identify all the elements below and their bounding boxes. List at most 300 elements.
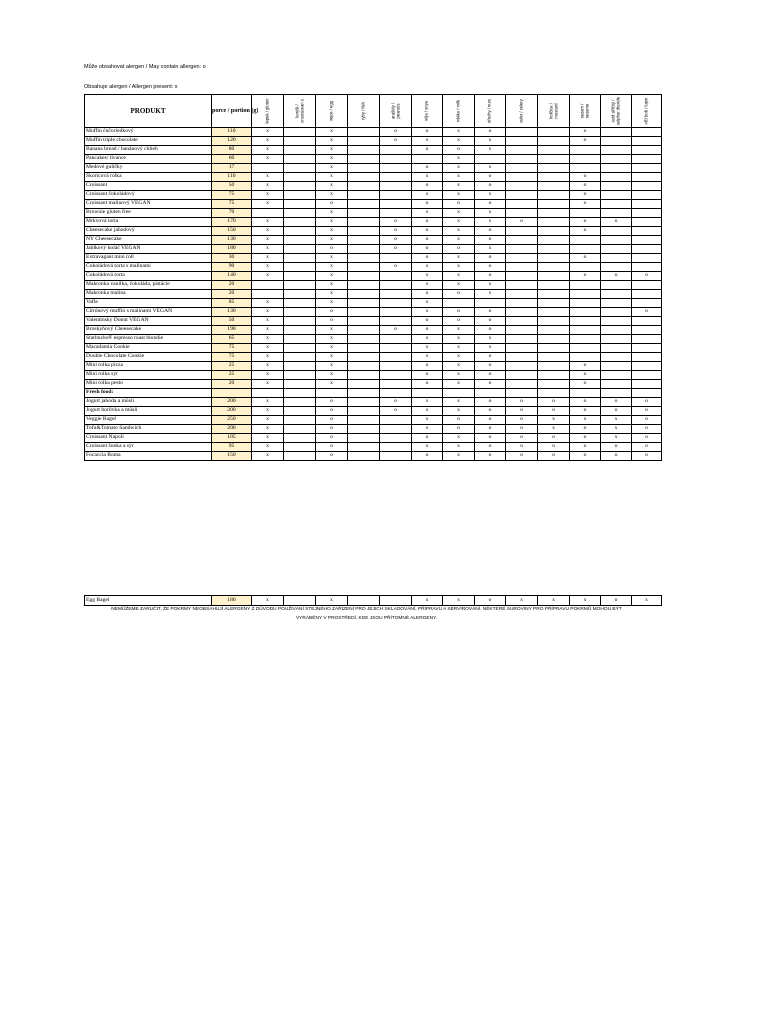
allergen-mark <box>632 191 662 200</box>
allergen-mark: x <box>252 263 284 272</box>
allergen-mark <box>284 182 316 191</box>
allergen-mark <box>538 380 570 389</box>
allergen-mark: x <box>412 308 443 317</box>
allergen-mark: x <box>443 173 475 182</box>
allergen-mark: o <box>443 245 475 254</box>
allergen-mark <box>632 317 662 326</box>
allergen-mark: x <box>443 218 475 227</box>
allergen-mark <box>601 344 632 353</box>
allergen-mark: o <box>412 380 443 389</box>
allergen-mark <box>380 371 412 380</box>
allergen-mark: x <box>443 137 475 146</box>
allergen-mark <box>601 182 632 191</box>
allergen-mark: x <box>475 281 506 290</box>
product-name: Broskyňový Cheesecake <box>85 326 212 335</box>
allergen-mark: x <box>252 596 284 606</box>
allergen-mark: o <box>506 398 538 407</box>
allergen-mark <box>538 299 570 308</box>
allergen-mark <box>348 317 380 326</box>
allergen-mark: o <box>601 272 632 281</box>
allergen-mark: x <box>252 326 284 335</box>
allergen-mark: x <box>252 299 284 308</box>
allergen-mark <box>601 245 632 254</box>
allergen-mark: x <box>443 155 475 164</box>
allergen-mark: x <box>443 263 475 272</box>
allergen-mark: x <box>316 362 348 371</box>
allergen-mark <box>380 452 412 461</box>
allergen-mark: o <box>380 227 412 236</box>
allergen-mark <box>348 191 380 200</box>
portion-cell: 65 <box>212 335 252 344</box>
portion-cell: 85 <box>212 299 252 308</box>
table-row <box>85 344 662 353</box>
allergen-mark: x <box>475 344 506 353</box>
allergen-mark <box>632 299 662 308</box>
allergen-mark: o <box>443 425 475 434</box>
product-name: Jogurt borůvka a müsli <box>85 407 212 416</box>
table-row <box>85 452 662 461</box>
allergen-mark <box>348 290 380 299</box>
table-row <box>85 362 662 371</box>
allergen-mark <box>284 416 316 425</box>
allergen-mark: o <box>475 416 506 425</box>
allergen-mark <box>380 353 412 362</box>
allergen-mark: x <box>443 182 475 191</box>
allergen-mark <box>538 164 570 173</box>
allergen-mark <box>538 290 570 299</box>
allergen-mark <box>570 164 601 173</box>
allergen-mark: x <box>252 173 284 182</box>
allergen-mark: x <box>252 191 284 200</box>
allergen-mark: o <box>475 308 506 317</box>
allergen-mark: x <box>252 398 284 407</box>
product-name: Mini rolka pizza <box>85 362 212 371</box>
allergen-mark <box>601 362 632 371</box>
header-portion: porce / portion (g) <box>212 95 252 128</box>
product-name: Focaccia Roma <box>85 452 212 461</box>
allergen-mark: x <box>316 155 348 164</box>
allergen-mark: x <box>443 596 475 606</box>
allergen-mark <box>380 425 412 434</box>
allergen-mark <box>601 371 632 380</box>
allergen-mark <box>284 173 316 182</box>
allergen-mark: x <box>316 182 348 191</box>
allergen-mark: o <box>316 245 348 254</box>
allergen-mark: x <box>412 209 443 218</box>
product-name: Macadamia Cookie <box>85 344 212 353</box>
header-product: PRODUKT <box>85 95 212 128</box>
disclaimer-line-2: VYRÁBĚNY V PROSTŘEDÍ, KDE JSOU PŘÍTOMNÉ ALERGENY. <box>295 616 437 621</box>
allergen-mark <box>570 155 601 164</box>
allergen-mark: o <box>506 218 538 227</box>
allergen-mark <box>601 353 632 362</box>
allergen-mark <box>506 308 538 317</box>
allergen-mark: o <box>475 200 506 209</box>
allergen-mark: x <box>443 407 475 416</box>
portion-cell <box>212 389 252 398</box>
allergen-mark: x <box>475 146 506 155</box>
header-allergen <box>570 95 601 128</box>
header-allergen <box>412 95 443 128</box>
portion-cell: 25 <box>212 362 252 371</box>
allergen-mark <box>601 254 632 263</box>
header-allergen <box>601 95 632 128</box>
portion-cell: 20 <box>212 380 252 389</box>
product-name: NY Cheesecake <box>85 236 212 245</box>
allergen-mark <box>284 344 316 353</box>
allergen-mark <box>570 281 601 290</box>
portion-cell: 50 <box>212 317 252 326</box>
allergen-mark <box>601 299 632 308</box>
allergen-mark: o <box>475 425 506 434</box>
allergen-mark <box>284 155 316 164</box>
header-allergen-label: vlčí bob / lupin <box>643 97 649 125</box>
allergen-mark: x <box>412 272 443 281</box>
header-allergen-label: sója / soya <box>423 100 429 122</box>
allergen-mark: x <box>412 335 443 344</box>
table-row <box>85 299 662 308</box>
allergen-mark <box>380 434 412 443</box>
allergen-mark <box>284 452 316 461</box>
allergen-mark <box>601 317 632 326</box>
allergen-mark <box>538 200 570 209</box>
table-row <box>85 173 662 182</box>
allergen-mark: o <box>380 263 412 272</box>
allergen-mark: o <box>380 407 412 416</box>
allergen-mark <box>570 344 601 353</box>
allergen-mark <box>632 326 662 335</box>
allergen-mark <box>348 164 380 173</box>
allergen-mark: x <box>601 425 632 434</box>
allergen-mark: x <box>252 137 284 146</box>
product-name: Mini rolka sýr <box>85 371 212 380</box>
allergen-mark: x <box>570 416 601 425</box>
portion-cell: 130 <box>212 308 252 317</box>
allergen-mark <box>380 596 412 606</box>
allergen-mark <box>601 164 632 173</box>
portion-cell: 250 <box>212 416 252 425</box>
allergen-mark: x <box>475 245 506 254</box>
allergen-mark <box>284 362 316 371</box>
allergen-mark <box>380 155 412 164</box>
header-allergen <box>538 95 570 128</box>
allergen-mark <box>632 173 662 182</box>
allergen-mark <box>380 272 412 281</box>
allergen-mark: x <box>412 407 443 416</box>
allergen-mark <box>632 263 662 272</box>
allergen-mark <box>284 200 316 209</box>
allergen-mark <box>601 191 632 200</box>
allergen-mark: o <box>570 362 601 371</box>
header-allergen-label: arašídy / peanuts <box>389 102 400 120</box>
allergen-mark: x <box>316 281 348 290</box>
header-allergen-label: korýši / crustacean s <box>293 99 304 123</box>
portion-cell: 110 <box>212 173 252 182</box>
allergen-mark <box>506 380 538 389</box>
table-row <box>85 380 662 389</box>
allergen-mark <box>570 326 601 335</box>
portion-cell: 75 <box>212 353 252 362</box>
product-name: Pancakes/ lívance <box>85 155 212 164</box>
allergen-mark <box>632 209 662 218</box>
allergen-mark: x <box>316 164 348 173</box>
allergen-mark <box>601 335 632 344</box>
table-row <box>85 371 662 380</box>
allergen-mark <box>538 209 570 218</box>
allergen-mark: o <box>316 443 348 452</box>
allergen-mark: x <box>316 353 348 362</box>
table-row <box>85 434 662 443</box>
allergen-mark: x <box>252 434 284 443</box>
allergen-mark: x <box>475 335 506 344</box>
allergen-mark: x <box>443 227 475 236</box>
allergen-mark <box>284 263 316 272</box>
product-name: Veggie Bagel <box>85 416 212 425</box>
allergen-mark: x <box>475 290 506 299</box>
allergen-mark: o <box>443 416 475 425</box>
product-name: Double Chocolate Cookie <box>85 353 212 362</box>
allergen-mark <box>284 290 316 299</box>
allergen-mark <box>570 263 601 272</box>
allergen-mark: o <box>380 218 412 227</box>
allergen-mark <box>538 335 570 344</box>
allergen-mark: o <box>475 254 506 263</box>
product-name: Starbucks® espresso roast blondie <box>85 335 212 344</box>
allergen-mark <box>380 362 412 371</box>
allergen-mark <box>538 389 570 398</box>
allergen-mark: o <box>601 398 632 407</box>
header-allergen <box>252 95 284 128</box>
allergen-mark <box>380 173 412 182</box>
allergen-mark: x <box>632 596 662 606</box>
allergen-mark: o <box>475 326 506 335</box>
allergen-mark <box>601 380 632 389</box>
allergen-mark: x <box>412 263 443 272</box>
allergen-mark: o <box>570 434 601 443</box>
table-row <box>85 308 662 317</box>
allergen-mark: x <box>412 596 443 606</box>
allergen-mark: o <box>570 272 601 281</box>
allergen-mark <box>316 389 348 398</box>
allergen-mark: x <box>443 335 475 344</box>
table-row <box>85 425 662 434</box>
allergen-mark <box>570 353 601 362</box>
allergen-mark <box>348 434 380 443</box>
allergen-mark: x <box>252 407 284 416</box>
allergen-mark <box>570 308 601 317</box>
allergen-mark <box>380 344 412 353</box>
allergen-mark: o <box>538 443 570 452</box>
allergen-mark: x <box>316 380 348 389</box>
allergen-mark <box>632 164 662 173</box>
allergen-mark: o <box>412 200 443 209</box>
allergen-mark <box>348 263 380 272</box>
allergen-mark <box>570 245 601 254</box>
allergen-mark <box>538 371 570 380</box>
allergen-mark: x <box>538 425 570 434</box>
allergen-mark <box>348 218 380 227</box>
allergen-mark <box>412 389 443 398</box>
allergen-mark <box>506 326 538 335</box>
allergen-mark: x <box>316 335 348 344</box>
allergen-mark: o <box>380 137 412 146</box>
allergen-mark <box>412 155 443 164</box>
allergen-mark: o <box>475 596 506 606</box>
allergen-mark <box>506 128 538 137</box>
header-allergen-label: ryby / fish <box>360 102 366 120</box>
allergen-mark: x <box>412 137 443 146</box>
allergen-mark <box>348 272 380 281</box>
allergen-mark: x <box>252 425 284 434</box>
allergen-mark: x <box>443 164 475 173</box>
allergen-mark <box>632 155 662 164</box>
allergen-mark <box>348 353 380 362</box>
allergen-mark: o <box>506 443 538 452</box>
allergen-mark: o <box>506 416 538 425</box>
allergen-mark <box>506 335 538 344</box>
allergen-mark: x <box>506 596 538 606</box>
allergen-mark <box>284 326 316 335</box>
allergen-mark <box>632 290 662 299</box>
allergen-mark <box>284 407 316 416</box>
allergen-mark: x <box>252 146 284 155</box>
allergen-mark: o <box>316 452 348 461</box>
allergen-mark <box>632 281 662 290</box>
allergen-mark: o <box>475 353 506 362</box>
allergen-mark <box>284 164 316 173</box>
allergen-mark <box>632 227 662 236</box>
allergen-mark: o <box>316 200 348 209</box>
allergen-mark: o <box>443 146 475 155</box>
allergen-mark: o <box>538 398 570 407</box>
allergen-mark: x <box>443 272 475 281</box>
allergen-mark <box>348 308 380 317</box>
allergen-mark <box>632 380 662 389</box>
table-row <box>85 353 662 362</box>
allergen-mark <box>538 155 570 164</box>
allergen-mark: o <box>570 380 601 389</box>
allergen-mark <box>632 218 662 227</box>
allergen-mark: x <box>475 164 506 173</box>
allergen-mark <box>632 182 662 191</box>
product-name: Vafle <box>85 299 212 308</box>
header-allergen <box>284 95 316 128</box>
allergen-mark <box>380 254 412 263</box>
allergen-mark <box>284 254 316 263</box>
allergen-mark: o <box>538 452 570 461</box>
product-name: Fresh food: <box>85 389 212 398</box>
allergen-mark <box>632 245 662 254</box>
table-row <box>85 155 662 164</box>
allergen-mark: o <box>412 254 443 263</box>
allergen-mark <box>284 398 316 407</box>
header-allergen-label: celer / celery <box>518 99 524 123</box>
allergen-mark <box>570 389 601 398</box>
allergen-mark: o <box>632 398 662 407</box>
header-allergen-label: vejce / egg <box>328 100 334 122</box>
allergen-mark: x <box>316 299 348 308</box>
table-row <box>85 254 662 263</box>
allergen-mark <box>284 299 316 308</box>
allergen-mark: o <box>570 137 601 146</box>
allergen-mark <box>380 281 412 290</box>
allergen-mark: o <box>412 146 443 155</box>
allergen-mark <box>443 389 475 398</box>
portion-cell: 130 <box>212 236 252 245</box>
allergen-mark: o <box>570 425 601 434</box>
allergen-mark: o <box>570 227 601 236</box>
product-name: Medové guličky <box>85 164 212 173</box>
allergen-mark <box>348 299 380 308</box>
allergen-mark <box>284 596 316 606</box>
allergen-mark: x <box>316 209 348 218</box>
allergen-mark: o <box>570 407 601 416</box>
allergen-mark <box>380 443 412 452</box>
allergen-mark <box>348 326 380 335</box>
allergen-mark: o <box>570 173 601 182</box>
product-name: Extravagant mini roll <box>85 254 212 263</box>
allergen-mark <box>443 299 475 308</box>
portion-cell: 50 <box>212 182 252 191</box>
allergen-mark <box>348 425 380 434</box>
table-row <box>85 416 662 425</box>
allergen-mark <box>506 155 538 164</box>
allergen-mark <box>538 353 570 362</box>
allergen-mark: o <box>412 317 443 326</box>
allergen-mark: x <box>252 128 284 137</box>
allergen-mark <box>380 335 412 344</box>
allergen-mark <box>475 389 506 398</box>
allergen-mark: o <box>601 596 632 606</box>
allergen-mark <box>632 371 662 380</box>
allergen-mark <box>506 137 538 146</box>
allergen-mark <box>506 389 538 398</box>
product-name: Muffin čučoriedkový <box>85 128 212 137</box>
allergen-mark <box>601 389 632 398</box>
portion-cell: 180 <box>212 596 252 606</box>
disclaimer-footer <box>84 605 649 623</box>
allergen-mark <box>380 317 412 326</box>
allergen-mark <box>348 182 380 191</box>
allergen-mark: o <box>316 317 348 326</box>
allergen-mark <box>284 425 316 434</box>
table-row <box>85 335 662 344</box>
allergen-mark: x <box>601 434 632 443</box>
product-name: Mini rolka pesto <box>85 380 212 389</box>
allergen-mark: x <box>252 452 284 461</box>
allergen-mark <box>284 443 316 452</box>
portion-cell: 105 <box>212 434 252 443</box>
allergen-mark <box>348 335 380 344</box>
allergen-mark <box>284 371 316 380</box>
allergen-mark <box>506 299 538 308</box>
allergen-mark <box>475 155 506 164</box>
portion-cell: 75 <box>212 200 252 209</box>
allergen-mark <box>348 200 380 209</box>
allergen-mark <box>570 236 601 245</box>
allergen-mark <box>284 128 316 137</box>
allergen-mark: o <box>412 128 443 137</box>
allergen-mark: x <box>443 236 475 245</box>
allergen-mark <box>380 164 412 173</box>
allergen-mark <box>284 236 316 245</box>
allergen-mark <box>601 200 632 209</box>
table-row <box>85 236 662 245</box>
allergen-mark: o <box>443 200 475 209</box>
allergen-mark: o <box>412 236 443 245</box>
allergen-mark: x <box>316 254 348 263</box>
allergen-mark <box>632 389 662 398</box>
